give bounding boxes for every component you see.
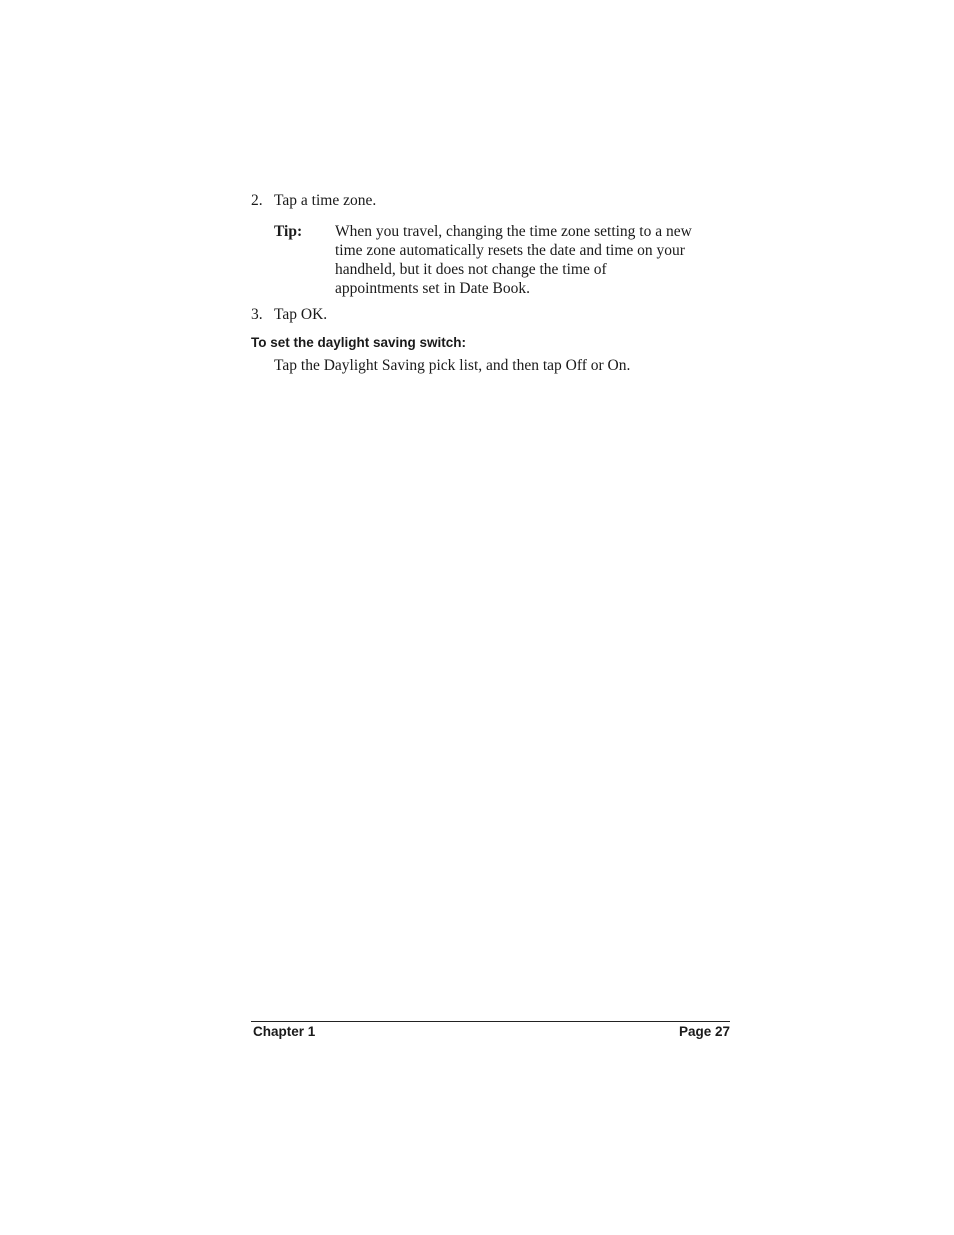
tip-line: appointments set in Date Book. (335, 280, 531, 297)
section-heading: To set the daylight saving switch: (251, 335, 467, 350)
step-number: 3. (251, 306, 263, 323)
tip-line: time zone automatically resets the date and time on your (335, 242, 685, 259)
step-number: 2. (251, 192, 263, 209)
tip-line: handheld, but it does not change the time of (335, 261, 607, 278)
footer-page-number: Page 27 (678, 1024, 730, 1039)
step-text: Tap OK. (274, 306, 328, 323)
tip-label: Tip: (274, 223, 303, 240)
step-3 (251, 305, 731, 324)
tip-line: When you travel, changing the time zone setting to a new (335, 223, 692, 240)
step-2 (251, 191, 731, 210)
step-text: Tap a time zone. (274, 192, 377, 209)
footer-chapter: Chapter 1 (253, 1024, 316, 1039)
section-instruction: Tap the Daylight Saving pick list, and then tap Off or On. (274, 357, 631, 374)
footer-divider (251, 1021, 730, 1022)
tip-text (335, 222, 735, 298)
